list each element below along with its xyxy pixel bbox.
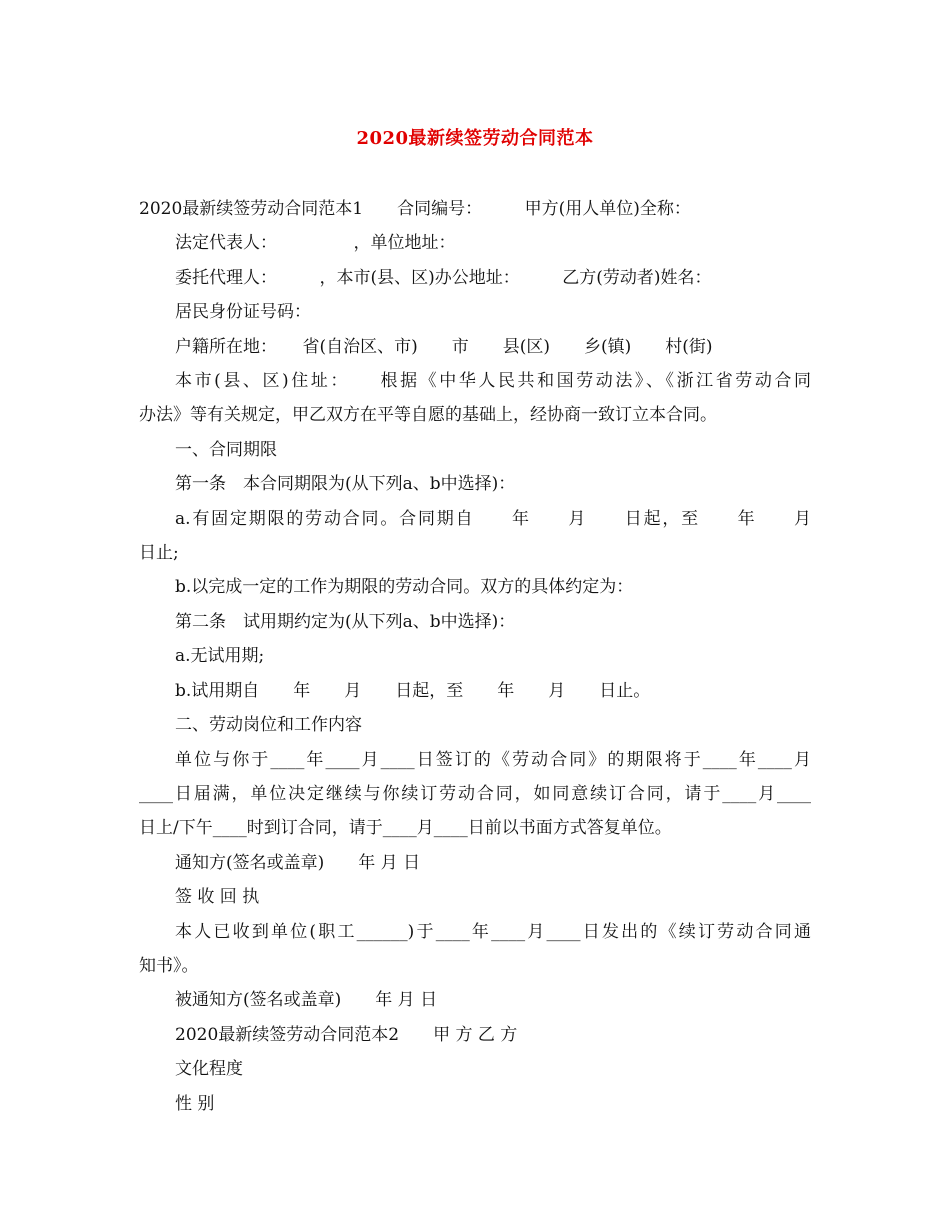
signature-line: 被通知方(签名或盖章) 年 月 日 <box>175 990 438 1011</box>
paragraph-line: 单位与你于____年____月____日签订的《劳动合同》的期限将于____年____月 <box>175 749 811 770</box>
paragraph-line: 本市(县、区)住址： 根据《中华人民共和国劳动法》、《浙江省劳动合同 <box>175 371 811 392</box>
receipt-heading: 签 收 回 执 <box>175 887 260 908</box>
paragraph-line: 办法》等有关规定，甲乙双方在平等自愿的基础上，经协商一致订立本合同。 <box>139 405 717 426</box>
section-heading: 一、合同期限 <box>175 439 277 460</box>
paragraph-line: 文化程度 <box>175 1059 243 1080</box>
article-line: 第二条 试用期约定为(从下列a、b中选择)： <box>175 611 516 632</box>
paragraph-line: a.有固定期限的劳动合同。合同期自 年 月 日起，至 年 月 <box>175 508 811 529</box>
paragraph-line: 2020最新续签劳动合同范本2 甲 方 乙 方 <box>175 1024 518 1045</box>
paragraph-line: 2020最新续签劳动合同范本1 合同编号： 甲方(用人单位)全称： <box>139 199 691 219</box>
paragraph-line: ____日届满，单位决定继续与你续订劳动合同，如同意续订合同，请于____月____ <box>139 783 811 804</box>
section-heading: 二、劳动岗位和工作内容 <box>175 715 362 736</box>
paragraph-line: b.以完成一定的工作为期限的劳动合同。双方的具体约定为： <box>175 577 634 598</box>
paragraph-line: 法定代表人： ，单位地址： <box>175 233 456 254</box>
document-title: 2020最新续签劳动合同范本 <box>356 128 594 149</box>
paragraph-line: 本人已收到单位(职工______)于____年____月____日发出的《续订劳动合同通 <box>175 921 811 942</box>
paragraph-line: 居民身份证号码： <box>175 302 311 323</box>
paragraph-line: 知书》。 <box>139 955 199 976</box>
article-line: 第一条 本合同期限为(从下列a、b中选择)： <box>175 474 516 495</box>
document-body <box>139 192 811 1121</box>
paragraph-line: b.试用期自 年 月 日起，至 年 月 日止。 <box>175 680 651 701</box>
paragraph-line: 日上/下午____时到订合同，请于____月____日前以书面方式答复单位。 <box>139 818 672 839</box>
paragraph-line: a.无试用期; <box>175 646 265 667</box>
signature-line: 通知方(签名或盖章) 年 月 日 <box>175 852 421 873</box>
paragraph-line: 户籍所在地： 省(自治区、市) 市 县(区) 乡(镇) 村(街) <box>175 336 713 357</box>
paragraph-line: 性 别 <box>175 1093 215 1114</box>
paragraph-line: 日止; <box>139 543 179 564</box>
paragraph-line: 委托代理人： ，本市(县、区)办公地址： 乙方(劳动者)姓名： <box>175 267 712 288</box>
